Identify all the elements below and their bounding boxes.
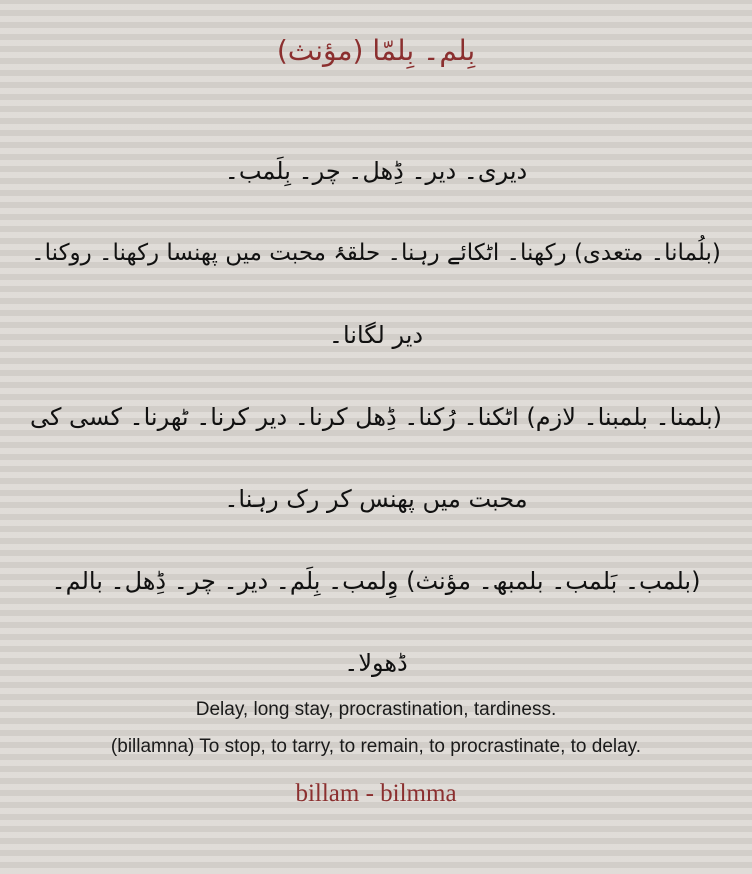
urdu-definition	[30, 130, 722, 704]
entry-title-urdu: بِلم۔ بِلمّا (مؤنث)	[276, 34, 476, 67]
english-definition-line: Delay, long stay, procrastination, tardiness.	[195, 699, 557, 720]
urdu-line: محبت میں پھنس کر رک رہنا۔	[224, 485, 528, 513]
urdu-line: (بلمب۔ بَلمب۔ بلمبھ۔ مؤنث) وِلمب۔ بِلَم۔ دیر۔ چر۔ ڈِھل۔ بالم۔	[51, 567, 701, 595]
urdu-line: دیر لگانا۔	[328, 321, 424, 349]
urdu-line: (بلُمانا۔ متعدی) رکھنا۔ اٹکائے رہنا۔ حلقۂ محبت میں پھنسا رکھنا۔ روکنا۔	[31, 240, 721, 266]
romanized-headword: billam - bilmma	[295, 780, 457, 807]
urdu-line: (بلمنا۔ بلمبنا۔ لازم) اٹکنا۔ رُکنا۔ ڈِھل کرنا۔ دیر کرنا۔ ٹھرنا۔ کسی کی	[30, 403, 722, 431]
urdu-line: ڈھولا۔	[344, 649, 408, 677]
urdu-line: دیری۔ دیر۔ ڈِھل۔ چر۔ بِلَمب۔	[224, 157, 528, 185]
english-definition-line: (billamna) To stop, to tarry, to remain, to procrastinate, to delay.	[110, 736, 642, 757]
